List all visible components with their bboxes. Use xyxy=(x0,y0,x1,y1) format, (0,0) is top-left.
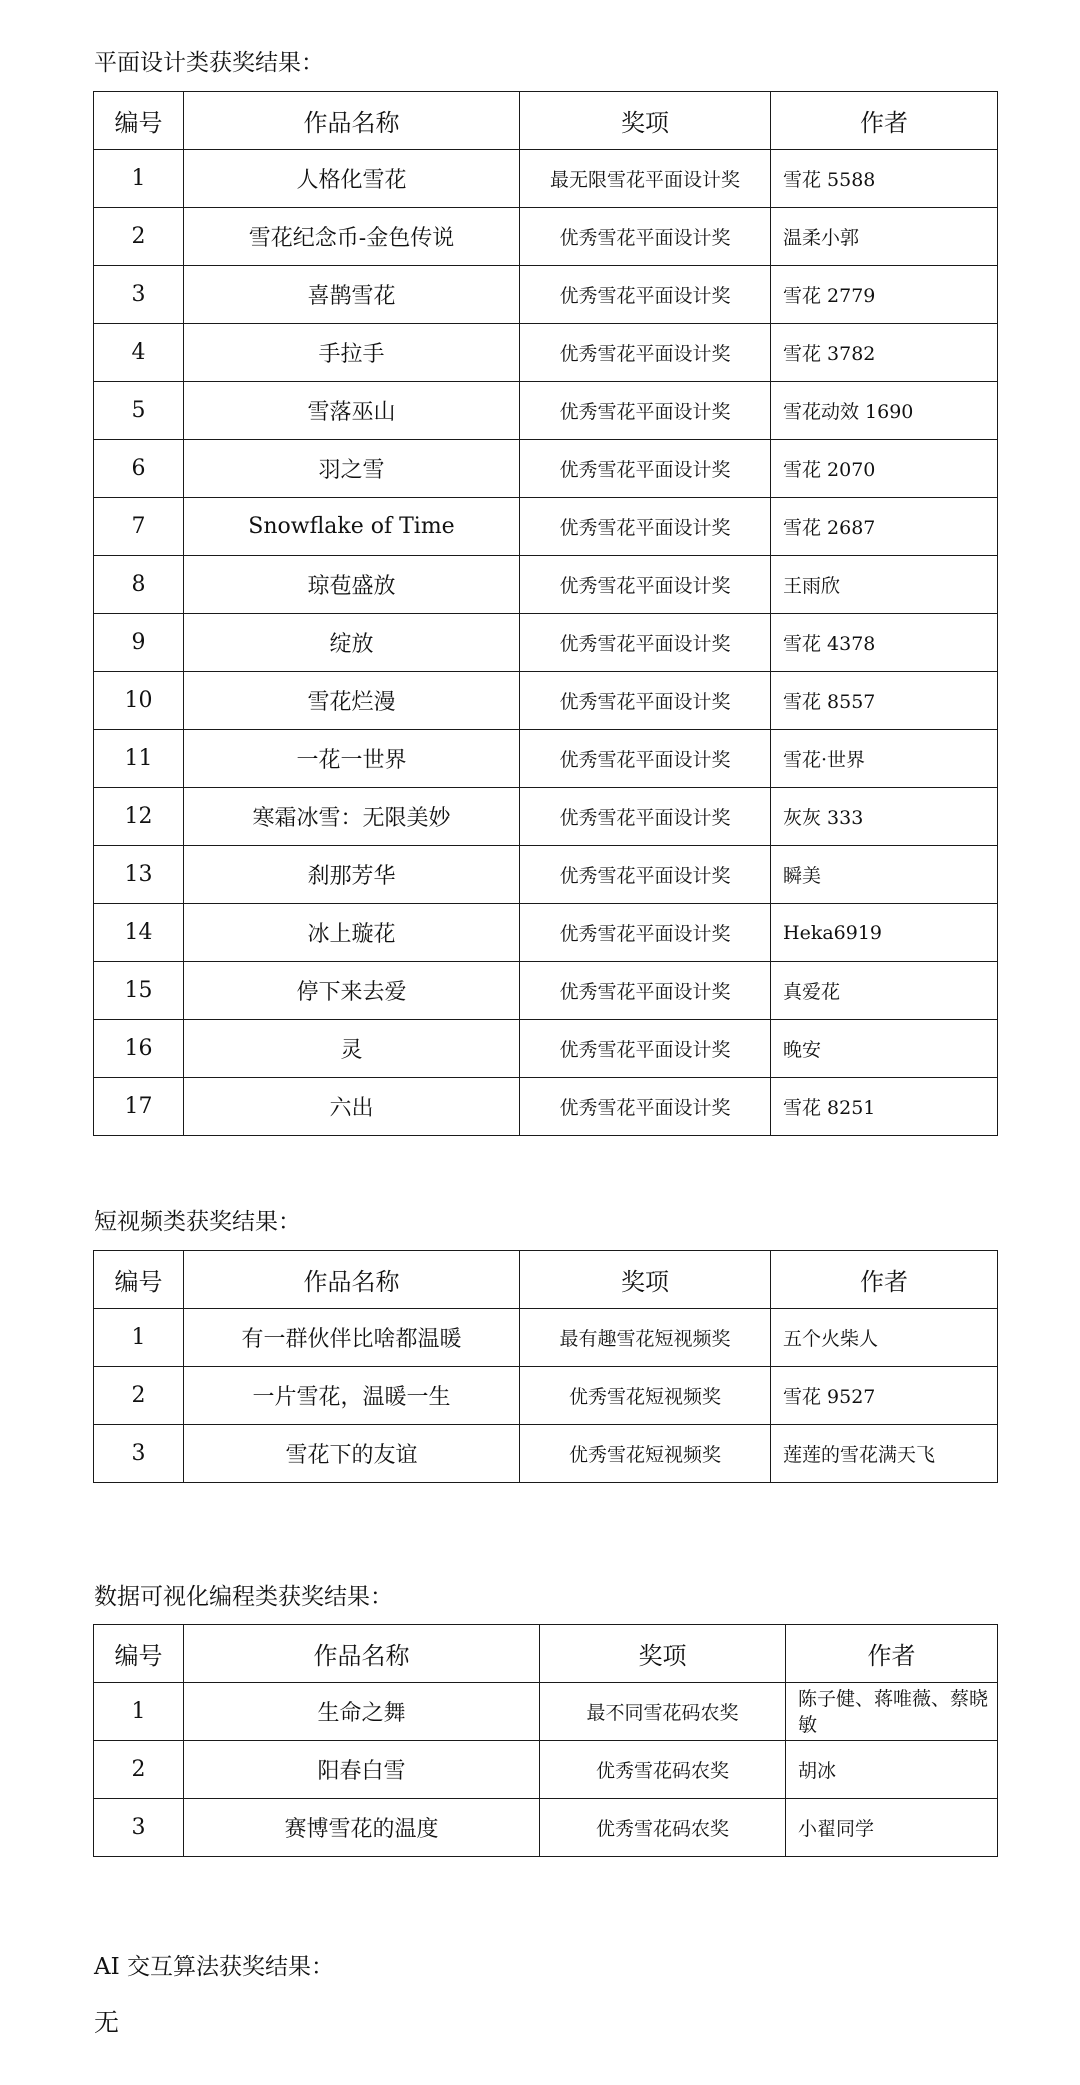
table-row xyxy=(94,614,998,672)
author-cell: 温柔小郭 xyxy=(771,208,998,266)
title-cell: 寒霜冰雪：无限美妙 xyxy=(184,788,520,846)
title-cell: 冰上璇花 xyxy=(184,904,520,962)
table-row xyxy=(94,1078,998,1136)
number-cell: 6 xyxy=(94,440,184,498)
header-title: 作品名称 xyxy=(184,1251,520,1309)
section-heading-graphic-design: 平面设计类获奖结果： xyxy=(94,50,324,76)
graphic-design-awards-table xyxy=(93,91,998,1136)
award-cell: 优秀雪花短视频奖 xyxy=(520,1367,771,1425)
award-cell: 优秀雪花平面设计奖 xyxy=(520,730,771,788)
number-cell: 1 xyxy=(94,150,184,208)
table-row xyxy=(94,1425,998,1483)
award-cell: 优秀雪花平面设计奖 xyxy=(520,614,771,672)
number-cell: 3 xyxy=(94,266,184,324)
title-cell: 赛博雪花的温度 xyxy=(184,1799,540,1857)
table-row xyxy=(94,1309,998,1367)
award-cell: 优秀雪花平面设计奖 xyxy=(520,846,771,904)
table-row xyxy=(94,904,998,962)
table-row xyxy=(94,672,998,730)
award-cell: 最不同雪花码农奖 xyxy=(540,1683,786,1741)
header-award: 奖项 xyxy=(540,1625,786,1683)
title-cell: 阳春白雪 xyxy=(184,1741,540,1799)
author-cell: 雪花 4378 xyxy=(771,614,998,672)
table-row xyxy=(94,962,998,1020)
number-cell: 2 xyxy=(94,1741,184,1799)
header-author: 作者 xyxy=(786,1625,998,1683)
title-cell: 绽放 xyxy=(184,614,520,672)
short-video-awards-table xyxy=(93,1250,998,1483)
author-cell: Heka6919 xyxy=(771,904,998,962)
table-header-row xyxy=(94,92,998,150)
number-cell: 10 xyxy=(94,672,184,730)
header-number: 编号 xyxy=(94,92,184,150)
award-cell: 优秀雪花平面设计奖 xyxy=(520,1020,771,1078)
number-cell: 8 xyxy=(94,556,184,614)
title-cell: 羽之雪 xyxy=(184,440,520,498)
award-cell: 最无限雪花平面设计奖 xyxy=(520,150,771,208)
award-cell: 优秀雪花平面设计奖 xyxy=(520,672,771,730)
table-header-row xyxy=(94,1625,998,1683)
award-cell: 优秀雪花平面设计奖 xyxy=(520,788,771,846)
award-cell: 优秀雪花码农奖 xyxy=(540,1799,786,1857)
author-cell: 瞬美 xyxy=(771,846,998,904)
number-cell: 9 xyxy=(94,614,184,672)
title-cell: 人格化雪花 xyxy=(184,150,520,208)
author-cell: 雪花 9527 xyxy=(771,1367,998,1425)
number-cell: 2 xyxy=(94,208,184,266)
table-row xyxy=(94,730,998,788)
award-cell: 优秀雪花平面设计奖 xyxy=(520,440,771,498)
title-cell: 雪花纪念币-金色传说 xyxy=(184,208,520,266)
title-cell: 喜鹊雪花 xyxy=(184,266,520,324)
section-heading-data-visualization: 数据可视化编程类获奖结果： xyxy=(94,1584,393,1610)
number-cell: 17 xyxy=(94,1078,184,1136)
award-cell: 优秀雪花平面设计奖 xyxy=(520,904,771,962)
title-cell: 有一群伙伴比啥都温暖 xyxy=(184,1309,520,1367)
award-cell: 优秀雪花短视频奖 xyxy=(520,1425,771,1483)
data-visualization-awards-table xyxy=(93,1624,998,1857)
author-cell: 胡冰 xyxy=(786,1741,998,1799)
no-results-text: 无 xyxy=(94,2008,120,2037)
table-row xyxy=(94,556,998,614)
number-cell: 14 xyxy=(94,904,184,962)
table-row xyxy=(94,440,998,498)
table-row xyxy=(94,1367,998,1425)
number-cell: 3 xyxy=(94,1799,184,1857)
table-row xyxy=(94,150,998,208)
table-row xyxy=(94,1020,998,1078)
title-cell: 一花一世界 xyxy=(184,730,520,788)
award-cell: 优秀雪花平面设计奖 xyxy=(520,556,771,614)
title-cell: 六出 xyxy=(184,1078,520,1136)
header-number: 编号 xyxy=(94,1251,184,1309)
author-cell: 莲莲的雪花满天飞 xyxy=(771,1425,998,1483)
number-cell: 12 xyxy=(94,788,184,846)
table-row xyxy=(94,788,998,846)
header-author: 作者 xyxy=(771,92,998,150)
table-row xyxy=(94,1741,998,1799)
title-cell: 刹那芳华 xyxy=(184,846,520,904)
number-cell: 1 xyxy=(94,1683,184,1741)
author-cell: 雪花·世界 xyxy=(771,730,998,788)
section-heading-ai-interaction: AI 交互算法获奖结果： xyxy=(94,1954,335,1980)
title-cell: 生命之舞 xyxy=(184,1683,540,1741)
award-cell: 优秀雪花平面设计奖 xyxy=(520,208,771,266)
author-cell: 雪花 2070 xyxy=(771,440,998,498)
title-cell: Snowflake of Time xyxy=(184,498,520,556)
header-author: 作者 xyxy=(771,1251,998,1309)
number-cell: 7 xyxy=(94,498,184,556)
author-cell: 晚安 xyxy=(771,1020,998,1078)
number-cell: 16 xyxy=(94,1020,184,1078)
table-row xyxy=(94,382,998,440)
title-cell: 雪落巫山 xyxy=(184,382,520,440)
title-cell: 一片雪花，温暖一生 xyxy=(184,1367,520,1425)
number-cell: 4 xyxy=(94,324,184,382)
table-row xyxy=(94,1683,998,1741)
award-cell: 优秀雪花平面设计奖 xyxy=(520,498,771,556)
header-title: 作品名称 xyxy=(184,92,520,150)
award-cell: 优秀雪花平面设计奖 xyxy=(520,1078,771,1136)
award-cell: 优秀雪花平面设计奖 xyxy=(520,324,771,382)
author-cell: 王雨欣 xyxy=(771,556,998,614)
award-cell: 优秀雪花平面设计奖 xyxy=(520,382,771,440)
title-cell: 琼苞盛放 xyxy=(184,556,520,614)
title-cell: 雪花烂漫 xyxy=(184,672,520,730)
author-cell: 五个火柴人 xyxy=(771,1309,998,1367)
author-cell: 雪花 3782 xyxy=(771,324,998,382)
title-cell: 停下来去爱 xyxy=(184,962,520,1020)
number-cell: 1 xyxy=(94,1309,184,1367)
author-cell: 小翟同学 xyxy=(786,1799,998,1857)
table-row xyxy=(94,846,998,904)
header-award: 奖项 xyxy=(520,1251,771,1309)
header-number: 编号 xyxy=(94,1625,184,1683)
award-cell: 优秀雪花平面设计奖 xyxy=(520,266,771,324)
header-title: 作品名称 xyxy=(184,1625,540,1683)
table-row xyxy=(94,1799,998,1857)
table-row xyxy=(94,266,998,324)
author-cell: 陈子健、蒋唯薇、蔡晓敏 xyxy=(786,1683,998,1741)
number-cell: 3 xyxy=(94,1425,184,1483)
author-cell: 灰灰 333 xyxy=(771,788,998,846)
author-cell: 真爱花 xyxy=(771,962,998,1020)
author-cell: 雪花 8557 xyxy=(771,672,998,730)
table-row xyxy=(94,208,998,266)
number-cell: 13 xyxy=(94,846,184,904)
table-row xyxy=(94,324,998,382)
author-cell: 雪花 5588 xyxy=(771,150,998,208)
table-header-row xyxy=(94,1251,998,1309)
award-cell: 优秀雪花码农奖 xyxy=(540,1741,786,1799)
award-cell: 最有趣雪花短视频奖 xyxy=(520,1309,771,1367)
number-cell: 11 xyxy=(94,730,184,788)
number-cell: 15 xyxy=(94,962,184,1020)
author-cell: 雪花动效 1690 xyxy=(771,382,998,440)
title-cell: 灵 xyxy=(184,1020,520,1078)
title-cell: 雪花下的友谊 xyxy=(184,1425,520,1483)
award-cell: 优秀雪花平面设计奖 xyxy=(520,962,771,1020)
title-cell: 手拉手 xyxy=(184,324,520,382)
section-heading-short-video: 短视频类获奖结果： xyxy=(94,1209,301,1235)
number-cell: 2 xyxy=(94,1367,184,1425)
author-cell: 雪花 2779 xyxy=(771,266,998,324)
number-cell: 5 xyxy=(94,382,184,440)
header-award: 奖项 xyxy=(520,92,771,150)
author-cell: 雪花 2687 xyxy=(771,498,998,556)
table-row xyxy=(94,498,998,556)
author-cell: 雪花 8251 xyxy=(771,1078,998,1136)
